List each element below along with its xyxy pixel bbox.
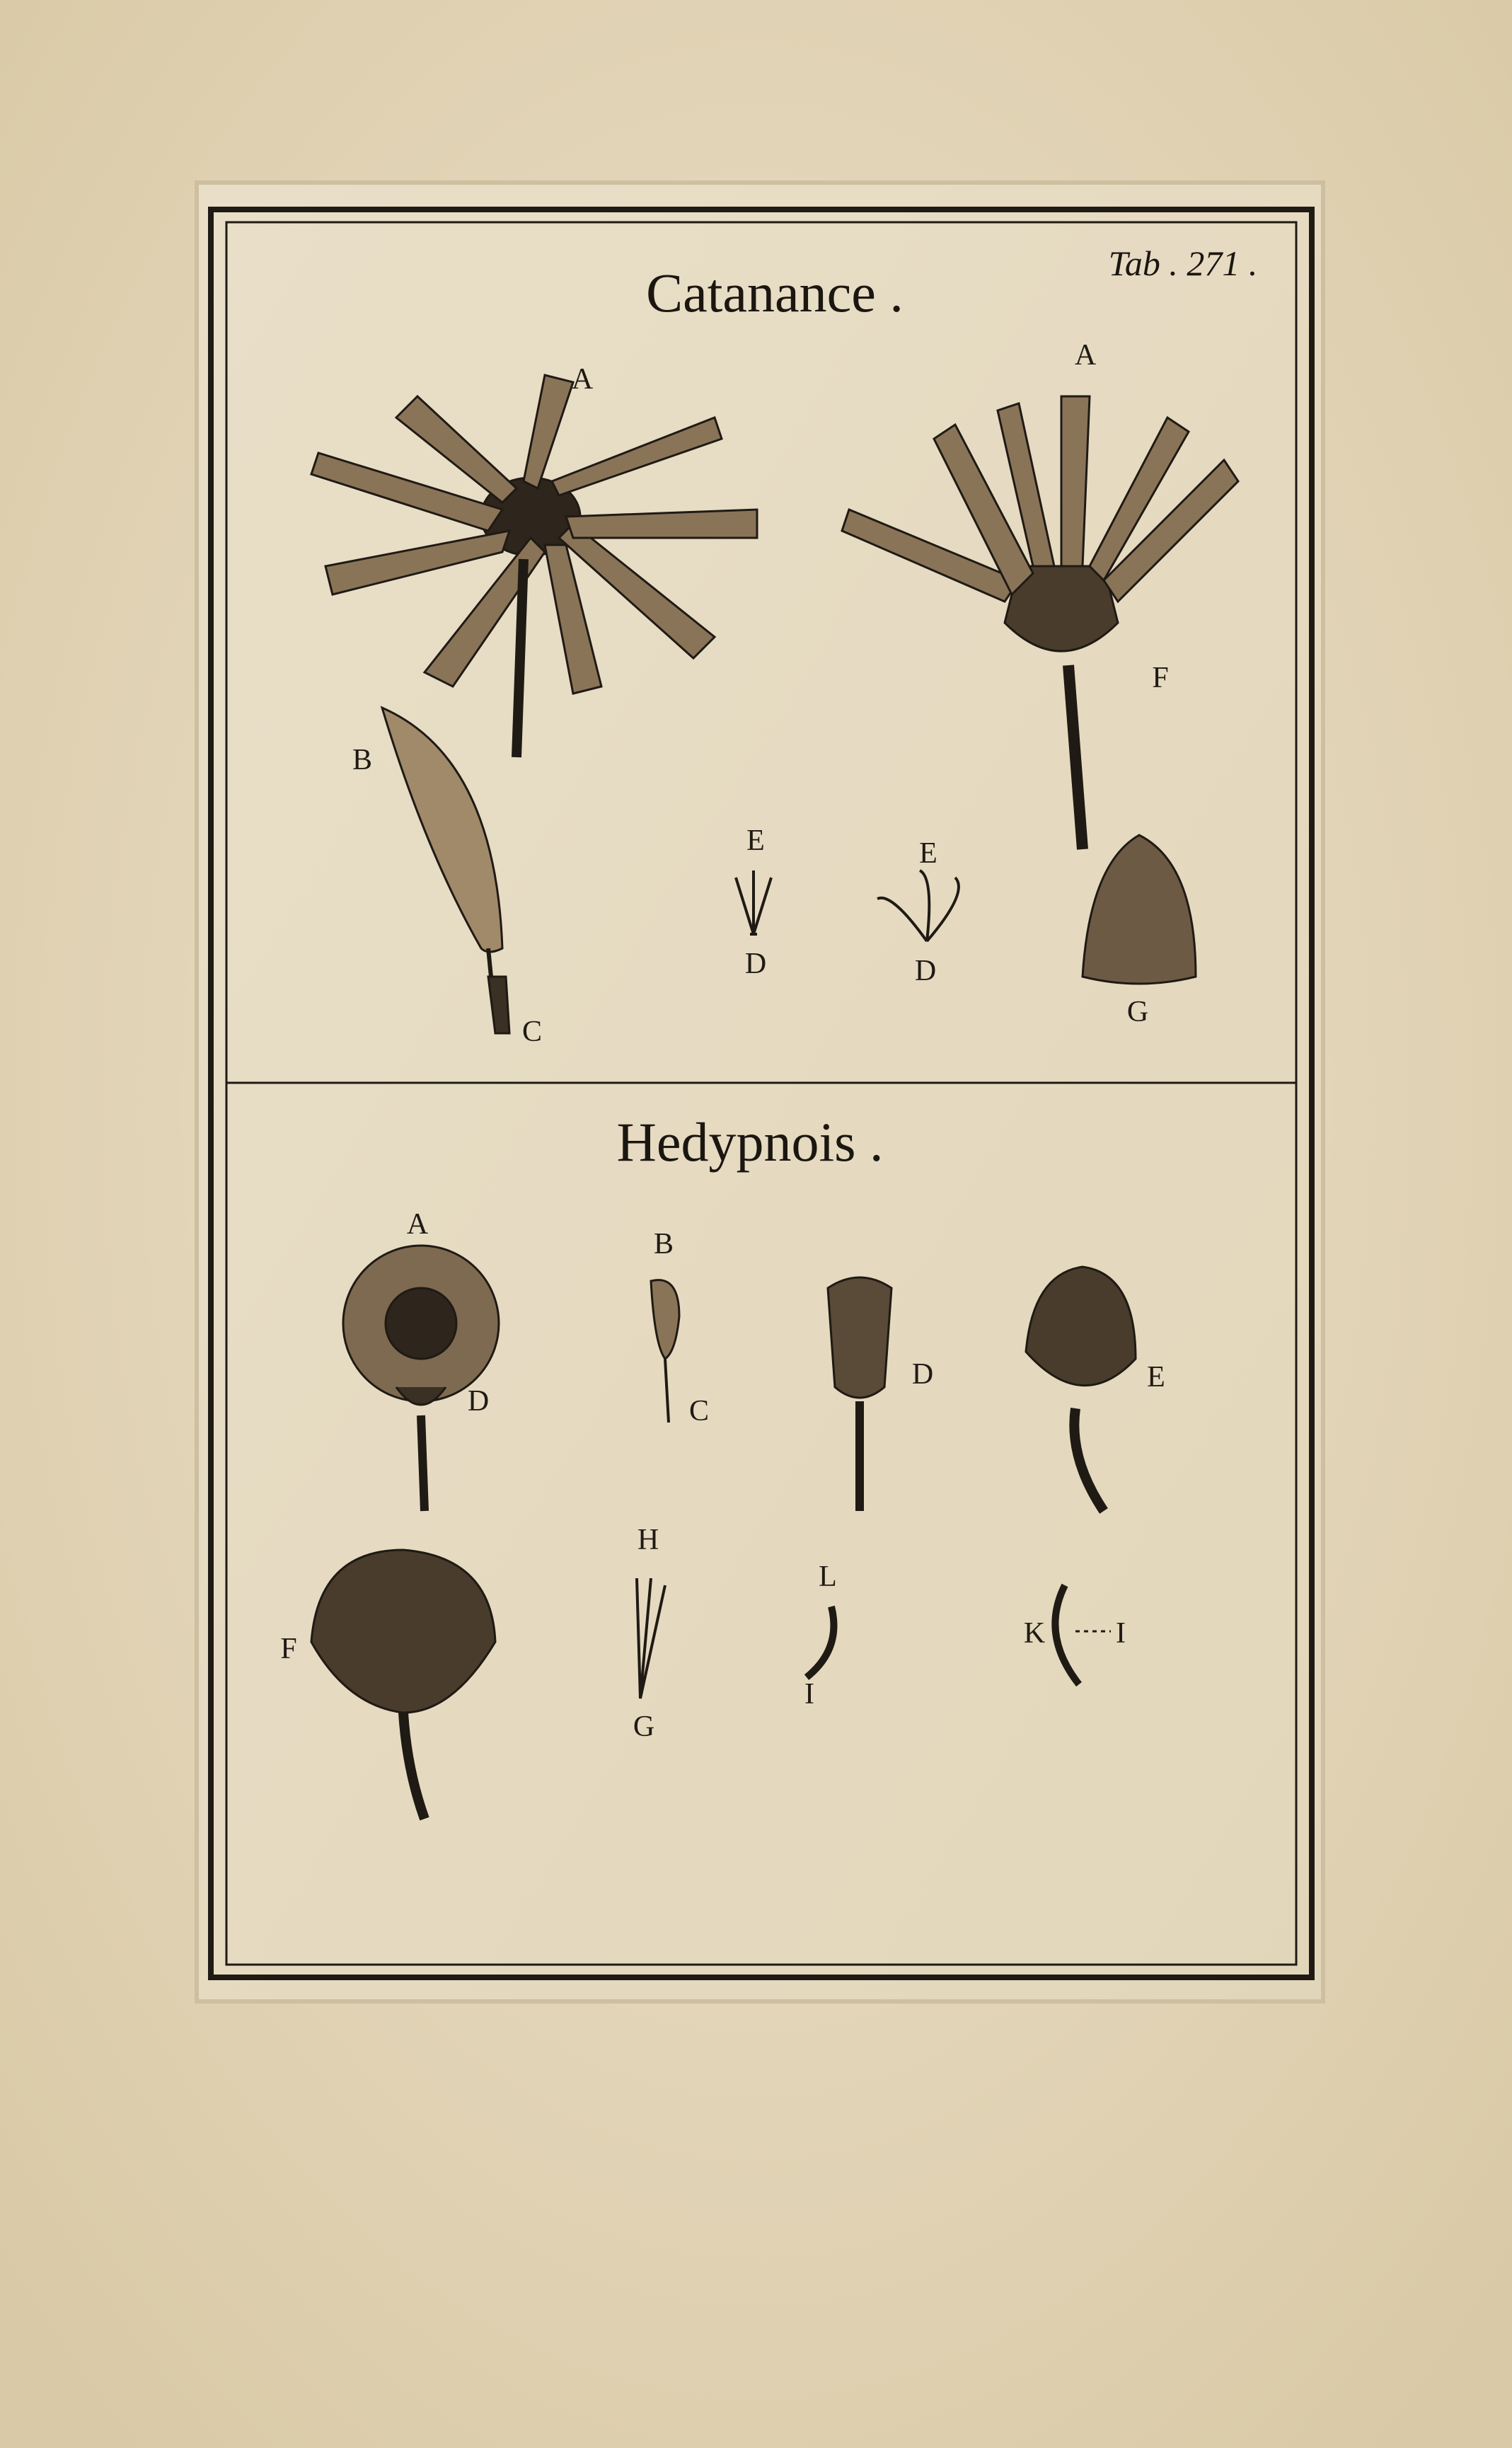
figure-label: D [744,948,767,980]
figure-label: C [688,1395,710,1427]
figure-label: A [1074,339,1097,372]
figure-label: E [1147,1361,1165,1393]
plate-number: Tab . 271 . [1108,243,1258,283]
figure-label: F [280,1633,297,1665]
figure-label: E [746,824,765,857]
figure-label: L [819,1561,837,1593]
figure-label: C [521,1016,543,1048]
figure-label: A [571,363,594,396]
figure-label: E [919,837,937,870]
figure-label: D [467,1385,490,1418]
figure-label: G [633,1711,655,1743]
figure-label: D [914,955,937,987]
figure-label: I [804,1678,814,1711]
figure-label: G [1126,996,1149,1028]
figure-label: H [637,1524,659,1556]
figure-label: A [406,1208,429,1241]
section-title-catanance: Catanance . [646,262,904,323]
figure-label: B [352,744,373,776]
figure-label: D [911,1358,934,1391]
figure-label: F [1152,662,1169,694]
figure-label: B [653,1228,674,1260]
figure-label: K [1023,1617,1046,1650]
section-title-hedypnois: Hedypnois . [616,1111,884,1173]
figure-label: I [1116,1617,1126,1650]
